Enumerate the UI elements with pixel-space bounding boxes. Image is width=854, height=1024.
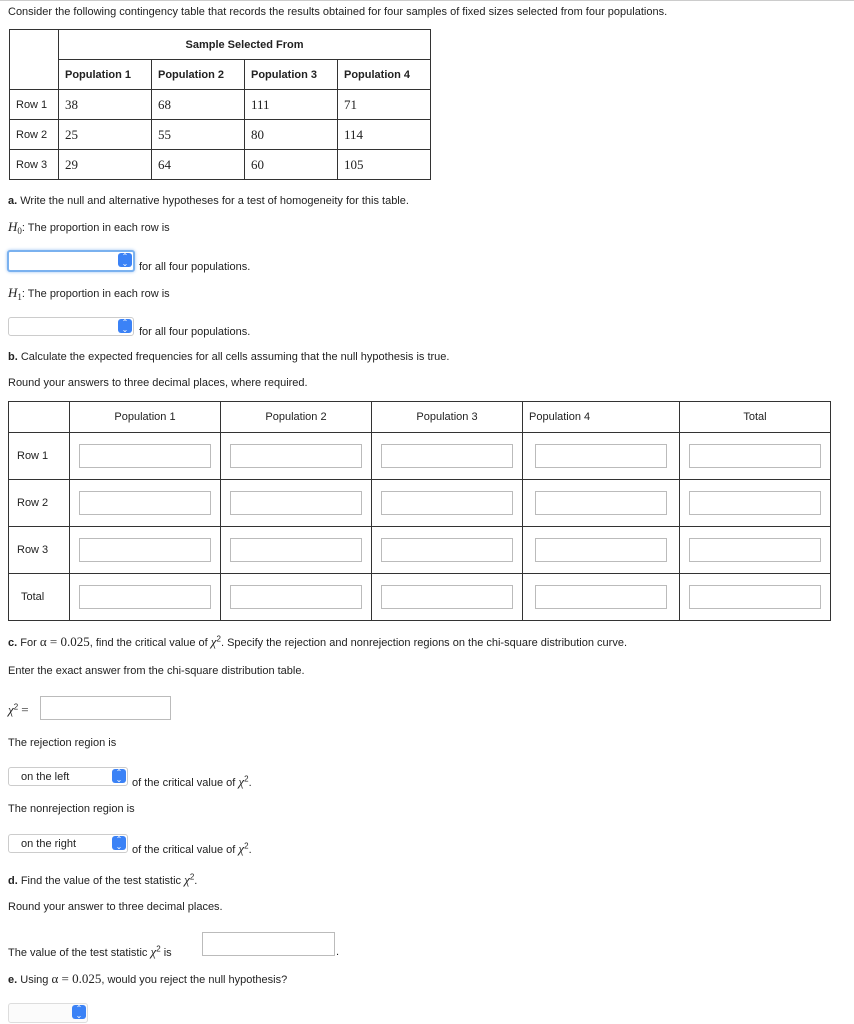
test-statistic-input[interactable] bbox=[202, 932, 335, 956]
cell-value: 60 bbox=[245, 150, 338, 180]
row-label: Row 3 bbox=[9, 527, 70, 574]
table-row bbox=[10, 120, 431, 150]
expected-input[interactable] bbox=[79, 538, 211, 562]
cell-value: 55 bbox=[152, 120, 245, 150]
cell-value: 114 bbox=[338, 120, 431, 150]
h0-line: $H_0$: The proportion in each row is bbox=[8, 219, 170, 237]
reject-decision-select[interactable] bbox=[8, 1003, 88, 1023]
expected-input[interactable] bbox=[381, 444, 513, 468]
h1-suffix: for all four populations. bbox=[139, 326, 251, 338]
expected-input[interactable] bbox=[79, 585, 211, 609]
top-divider bbox=[0, 0, 854, 1]
chi-label: $\chi^2$ = bbox=[8, 702, 29, 717]
expected-input[interactable] bbox=[79, 491, 211, 515]
col-header: Population 1 bbox=[59, 60, 152, 90]
select-arrows-icon: ⌃ ⌄ bbox=[118, 253, 132, 267]
chi-critical-input[interactable] bbox=[40, 696, 171, 720]
row-label: Row 1 bbox=[10, 90, 59, 120]
cell-value: 64 bbox=[152, 150, 245, 180]
select-arrows-icon: ⌃ ⌄ bbox=[112, 836, 126, 850]
part-e-prompt: e. Using α = 0.025, would you reject the null hypothesis? bbox=[8, 971, 288, 986]
part-b-prompt: b. Calculate the expected frequencies for all cells assuming that the null hypothesis is true. bbox=[8, 351, 450, 363]
cell-value: 25 bbox=[59, 120, 152, 150]
expected-input[interactable] bbox=[230, 491, 362, 515]
contingency-table bbox=[9, 29, 431, 180]
cell-value: 111 bbox=[245, 90, 338, 120]
select-arrows-icon: ⌃ ⌄ bbox=[118, 319, 132, 333]
intro-text: Consider the following contingency table that records the results obtained for four samples of fixed sizes selected from four populations. bbox=[8, 6, 668, 18]
expected-input[interactable] bbox=[381, 538, 513, 562]
rejection-label: The rejection region is bbox=[8, 737, 117, 749]
rejection-suffix: of the critical value of $\chi^2$. bbox=[132, 774, 252, 789]
expected-input[interactable] bbox=[535, 538, 667, 562]
expected-input[interactable] bbox=[689, 585, 821, 609]
col-header: Population 3 bbox=[372, 402, 523, 433]
col-header: Total bbox=[680, 402, 831, 433]
row-label: Row 1 bbox=[9, 433, 70, 480]
corner-cell bbox=[9, 402, 70, 433]
expected-input[interactable] bbox=[230, 538, 362, 562]
select-arrows-icon: ⌃ ⌄ bbox=[112, 769, 126, 783]
row-label: Total bbox=[9, 574, 70, 621]
expected-input[interactable] bbox=[535, 444, 667, 468]
row-label: Row 2 bbox=[10, 120, 59, 150]
col-header: Population 2 bbox=[152, 60, 245, 90]
cell-value: 38 bbox=[59, 90, 152, 120]
expected-input[interactable] bbox=[689, 444, 821, 468]
table-row bbox=[10, 90, 431, 120]
table-row bbox=[9, 433, 831, 480]
h1-select[interactable] bbox=[8, 317, 134, 336]
col-header: Population 3 bbox=[245, 60, 338, 90]
part-b-round-note: Round your answers to three decimal places, where required. bbox=[8, 377, 308, 389]
expected-input[interactable] bbox=[689, 491, 821, 515]
expected-input[interactable] bbox=[230, 585, 362, 609]
h0-select[interactable] bbox=[7, 250, 135, 272]
col-header: Population 4 bbox=[523, 402, 680, 433]
expected-input[interactable] bbox=[381, 585, 513, 609]
test-stat-label: The value of the test statistic $\chi^2$ is bbox=[8, 944, 172, 959]
nonrejection-select[interactable]: on the right ⌃ ⌄ bbox=[8, 834, 128, 853]
part-c-prompt: c. For α = 0.025, find the critical value of $\chi^2$. Specify the rejection and nonrejection regions on the chi-square distribution curve. bbox=[8, 634, 627, 649]
rejection-select[interactable]: on the left ⌃ ⌄ bbox=[8, 767, 128, 786]
expected-input[interactable] bbox=[535, 491, 667, 515]
part-d-round-note: Round your answer to three decimal places. bbox=[8, 901, 223, 913]
expected-table bbox=[8, 401, 831, 621]
corner-cell bbox=[10, 30, 59, 90]
cell-value: 105 bbox=[338, 150, 431, 180]
part-d-prompt: d. Find the value of the test statistic $\chi^2$. bbox=[8, 872, 198, 887]
group-header: Sample Selected From bbox=[59, 30, 431, 60]
table-row bbox=[9, 527, 831, 574]
row-label: Row 3 bbox=[10, 150, 59, 180]
cell-value: 68 bbox=[152, 90, 245, 120]
expected-input[interactable] bbox=[381, 491, 513, 515]
select-arrows-icon: ⌃ ⌄ bbox=[72, 1005, 86, 1019]
col-header: Population 2 bbox=[221, 402, 372, 433]
table-row bbox=[9, 574, 831, 621]
period: . bbox=[336, 946, 340, 958]
nonrejection-suffix: of the critical value of $\chi^2$. bbox=[132, 841, 252, 856]
table-row bbox=[10, 150, 431, 180]
part-a-prompt: a. Write the null and alternative hypotheses for a test of homogeneity for this table. bbox=[8, 195, 409, 207]
table-row bbox=[9, 480, 831, 527]
h0-suffix: for all four populations. bbox=[139, 261, 251, 273]
nonrejection-label: The nonrejection region is bbox=[8, 803, 135, 815]
expected-input[interactable] bbox=[689, 538, 821, 562]
row-label: Row 2 bbox=[9, 480, 70, 527]
h1-line: $H_1$: The proportion in each row is bbox=[8, 285, 170, 303]
cell-value: 29 bbox=[59, 150, 152, 180]
expected-input[interactable] bbox=[79, 444, 211, 468]
col-header: Population 4 bbox=[338, 60, 431, 90]
cell-value: 71 bbox=[338, 90, 431, 120]
expected-input[interactable] bbox=[535, 585, 667, 609]
exact-note: Enter the exact answer from the chi-square distribution table. bbox=[8, 665, 305, 677]
col-header: Population 1 bbox=[70, 402, 221, 433]
expected-input[interactable] bbox=[230, 444, 362, 468]
cell-value: 80 bbox=[245, 120, 338, 150]
